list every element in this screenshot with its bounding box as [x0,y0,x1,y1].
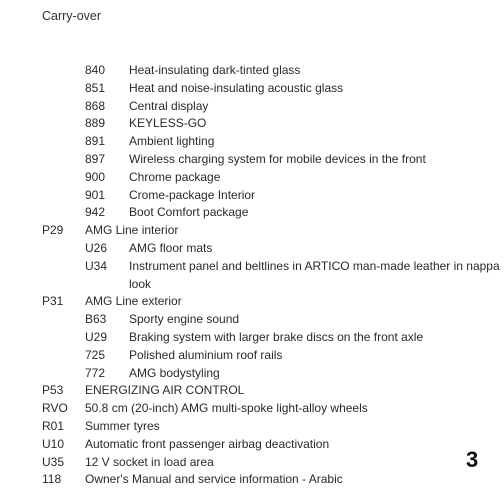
list-item [0,311,504,328]
option-code: 118 [42,472,62,487]
list-item [0,293,504,310]
list-item [0,222,504,239]
list-item [0,204,504,221]
section-title: Carry-over [42,9,102,23]
option-code: U35 [42,454,65,469]
option-code: 897 [85,152,106,166]
option-description: AMG floor mats [129,241,213,255]
option-description: Boot Comfort package [129,205,249,220]
option-description: AMG Line interior [85,223,179,238]
list-item [0,80,504,97]
list-item [0,418,504,435]
option-code: R01 [42,419,65,433]
option-description: Wireless charging system for mobile devices in the front [129,152,426,166]
list-item [0,347,504,364]
option-description: 50.8 cm (20-inch) AMG multi-spoke light-alloy wheels [85,401,368,416]
option-code: 889 [85,116,106,131]
list-item [0,436,504,453]
list-item [0,382,504,399]
option-description: AMG bodystyling [129,365,220,380]
list-item [0,400,504,417]
option-description: Instrument panel and beltlines in ARTICO man-made leather in nappa [129,258,500,273]
option-code: U34 [85,258,108,273]
list-item [0,169,504,186]
list-item [0,240,504,257]
list-item [0,258,504,275]
option-description: Chrome package [129,169,221,184]
option-description: 12 V socket in load area [85,454,214,469]
option-code: P29 [42,223,64,238]
option-code: U29 [85,330,108,344]
option-code: P53 [42,383,64,398]
option-description: AMG Line exterior [85,294,182,309]
option-description: KEYLESS-GO [129,116,207,131]
option-description: Summer tyres [85,419,160,433]
option-code: 851 [85,80,106,95]
list-item [0,62,504,79]
option-code: P31 [42,294,64,309]
list-item [0,454,504,471]
option-description-continued: look [129,276,152,291]
option-description: Heat and noise-insulating acoustic glass [129,80,344,95]
option-description: Heat-insulating dark-tinted glass [129,63,301,77]
option-code: 725 [85,347,106,362]
option-description: Braking system with larger brake discs on the front axle [129,330,424,344]
option-description: Central display [129,98,209,113]
list-item [0,365,504,382]
page-number: 3 [466,447,479,472]
option-description: Polished aluminium roof rails [129,347,283,362]
option-description: Automatic front passenger airbag deactivation [85,436,330,451]
list-item [0,187,504,204]
option-code: 900 [85,169,106,184]
list-item [0,329,504,346]
option-code: U10 [42,436,65,451]
list-item [0,115,504,132]
option-description: Crome-package Interior [129,187,256,202]
option-description: Owner's Manual and service information - Arabic [85,472,343,487]
option-description: Ambient lighting [129,134,215,149]
option-code: 840 [85,63,106,77]
option-description: ENERGIZING AIR CONTROL [85,383,245,398]
list-item [0,471,504,488]
list-item [0,98,504,115]
option-code: U26 [85,241,108,255]
option-code: 942 [85,205,106,220]
option-code: 891 [85,134,106,149]
option-code: 901 [85,187,106,202]
option-code: B63 [85,312,107,327]
option-code: 772 [85,365,106,380]
list-item [0,151,504,168]
option-description: Sporty engine sound [129,312,240,327]
list-item [0,133,504,150]
option-code: RVO [42,401,68,416]
option-code: 868 [85,98,106,113]
